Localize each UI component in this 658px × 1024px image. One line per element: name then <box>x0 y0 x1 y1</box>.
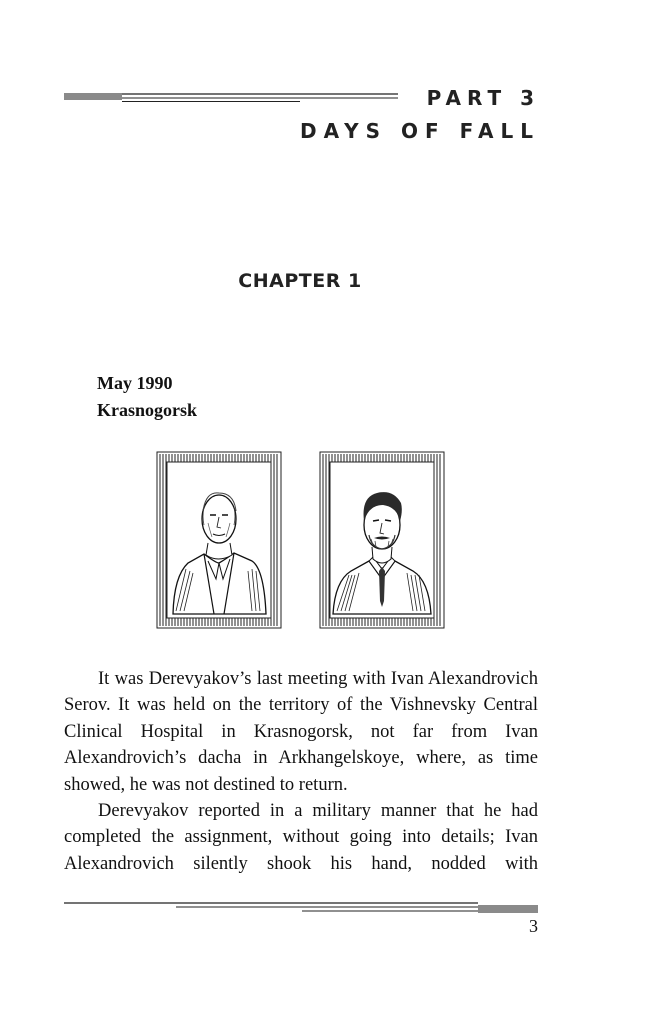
body-text <box>64 666 538 877</box>
paragraph: Derevyakov reported in a military manner that he had completed the assignment, without going into details; Ivan Alexandrovich silently shook his hand, nodded with <box>64 801 538 874</box>
dateline-date: May 1990 <box>97 373 173 393</box>
footer-rule <box>64 900 538 916</box>
dateline <box>97 370 197 424</box>
header-rule <box>64 90 398 106</box>
portrait-man-in-suit <box>319 451 445 629</box>
page-number: 3 <box>529 916 538 936</box>
portrait-older-man <box>156 451 282 629</box>
dateline-place: Krasnogorsk <box>97 400 198 420</box>
part-title: DAYS OF FALL <box>300 119 540 143</box>
chapter-title: CHAPTER 1 <box>238 270 362 292</box>
part-label: PART 3 <box>426 86 540 110</box>
paragraph: It was Derevyakov’s last meeting with Ivan Alexandrovich Serov. It was held on the territory of the Vishnevsky Central Clinical Hospital in Krasnogorsk, not far from Ivan Alexandrovich’s dacha in Arkhangelskoye, where, as time showed, he was not destined to return. <box>64 669 538 795</box>
